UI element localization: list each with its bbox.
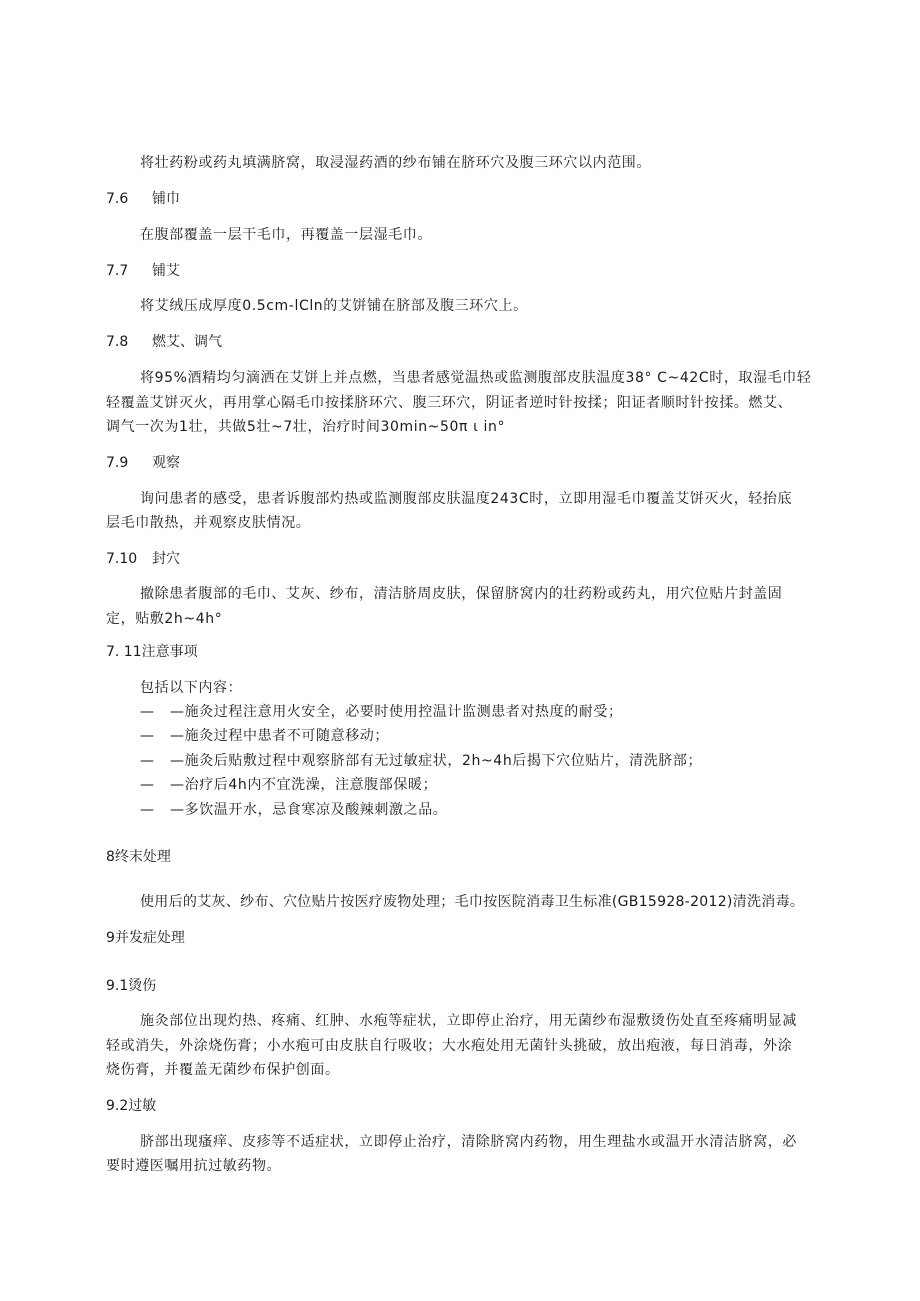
section-title: 观察 xyxy=(152,455,180,471)
paragraph-line: 将壮药粉或药丸填满脐窝，取浸湿药酒的纱布铺在脐环穴及腹三环穴以内范围。 xyxy=(140,155,651,171)
list-item xyxy=(140,798,447,822)
section-heading-7-9 xyxy=(106,451,180,475)
section-number: 7.9 xyxy=(106,455,129,471)
section-title: 燃艾、调气 xyxy=(152,334,222,350)
section-heading-7-10 xyxy=(106,547,180,571)
section-heading-9-1: 9.1烫伤 xyxy=(106,978,157,994)
paragraph-line: 询问患者的感受，患者诉腹部灼热或监测腹部皮肤温度243C时，立即用湿毛巾覆盖艾饼灭火，轻抬底 xyxy=(140,491,793,507)
list-item xyxy=(140,724,389,748)
section-heading-7-8 xyxy=(106,330,222,354)
paragraph-line: 施灸部位出现灼热、疼痛、红肿、水疱等症状，立即停止治疗，用无菌纱布湿敷烫伤处直至疼痛明显减 xyxy=(140,1013,797,1029)
section-title: 铺艾 xyxy=(152,263,180,279)
section-number: 7.10 xyxy=(106,551,138,567)
paragraph-line: 要时遵医嘱用抗过敏药物。 xyxy=(106,1158,282,1174)
list-item-text: —多饮温开水，忌食寒凉及酸辣刺激之品。 xyxy=(170,802,448,818)
list-item-text: —治疗后4h内不宜洗澡，注意腹部保暖； xyxy=(170,777,438,793)
section-title: 铺巾 xyxy=(152,191,180,207)
paragraph-line: 撤除患者腹部的毛巾、艾灰、纱布，清洁脐周皮肤，保留脐窝内的壮药粉或药丸，用穴位贴片封盖固 xyxy=(140,586,783,602)
list-bullet: — xyxy=(140,728,155,744)
list-intro: 包括以下内容： xyxy=(140,680,243,696)
paragraph-line: 将艾绒压成厚度0.5cm-lCln的艾饼铺在脐部及腹三环穴上。 xyxy=(140,298,528,314)
paragraph-line: 层毛巾散热，并观察皮肤情况。 xyxy=(106,515,311,531)
paragraph-line: 烧伤膏，并覆盖无菌纱布保护创面。 xyxy=(106,1062,340,1078)
section-number: 7.8 xyxy=(106,334,129,350)
paragraph-line: 在腹部覆盖一层干毛巾，再覆盖一层湿毛巾。 xyxy=(140,227,432,243)
list-item xyxy=(140,749,702,773)
section-title: 封穴 xyxy=(152,551,180,567)
chapter-heading-9: 9并发症处理 xyxy=(106,930,185,946)
list-item-text: —施灸过程注意用火安全，必要时使用控温计监测患者对热度的耐受； xyxy=(170,704,623,720)
paragraph-line: 将95%酒精均匀滴洒在艾饼上并点燃，当患者感觉温热或监测腹部皮肤温度38° C~42C时，取湿毛巾轻 xyxy=(140,370,812,386)
list-item-text: —施灸后贴敷过程中观察脐部有无过敏症状，2h~4h后揭下穴位贴片，清洗脐部； xyxy=(170,753,703,769)
paragraph-line: 定，贴敷2h~4h° xyxy=(106,611,223,627)
list-item-text: —施灸过程中患者不可随意移动； xyxy=(170,728,389,744)
list-item xyxy=(140,773,437,797)
section-heading-9-2: 9.2过敏 xyxy=(106,1098,157,1114)
section-heading-7-7 xyxy=(106,259,180,283)
chapter-heading-8: 8终末处理 xyxy=(106,849,171,865)
list-item xyxy=(140,700,623,724)
paragraph-line: 调气一次为1壮，共做5壮~7壮，治疗时间30min~50π ι in° xyxy=(106,419,506,435)
list-bullet: — xyxy=(140,802,155,818)
list-bullet: — xyxy=(140,704,155,720)
section-number: 7.7 xyxy=(106,263,129,279)
list-bullet: — xyxy=(140,777,155,793)
paragraph-line: 轻覆盖艾饼灭火，再用掌心隔毛巾按揉脐环穴、腹三环穴，阴证者逆时针按揉；阳证者顺时针按揉。燃艾、 xyxy=(106,395,793,411)
list-bullet: — xyxy=(140,753,155,769)
paragraph-line: 脐部出现瘙痒、皮疹等不适症状，立即停止治疗，清除脐窝内药物，用生理盐水或温开水清洁脐窝，必 xyxy=(140,1134,797,1150)
section-number: 7.6 xyxy=(106,191,129,207)
paragraph-line: 轻或消失，外涂烧伤膏；小水疱可由皮肤自行吸收；大水疱处用无菌针头挑破，放出疱液，每日消毒，外涂 xyxy=(106,1038,793,1054)
section-heading-7-11: 7. 11注意事项 xyxy=(106,644,198,660)
section-heading-7-6 xyxy=(106,187,180,211)
paragraph-line: 使用后的艾灰、纱布、穴位贴片按医疗废物处理；毛巾按医院消毒卫生标准(GB15928-2012)清洗消毒。 xyxy=(140,894,805,910)
